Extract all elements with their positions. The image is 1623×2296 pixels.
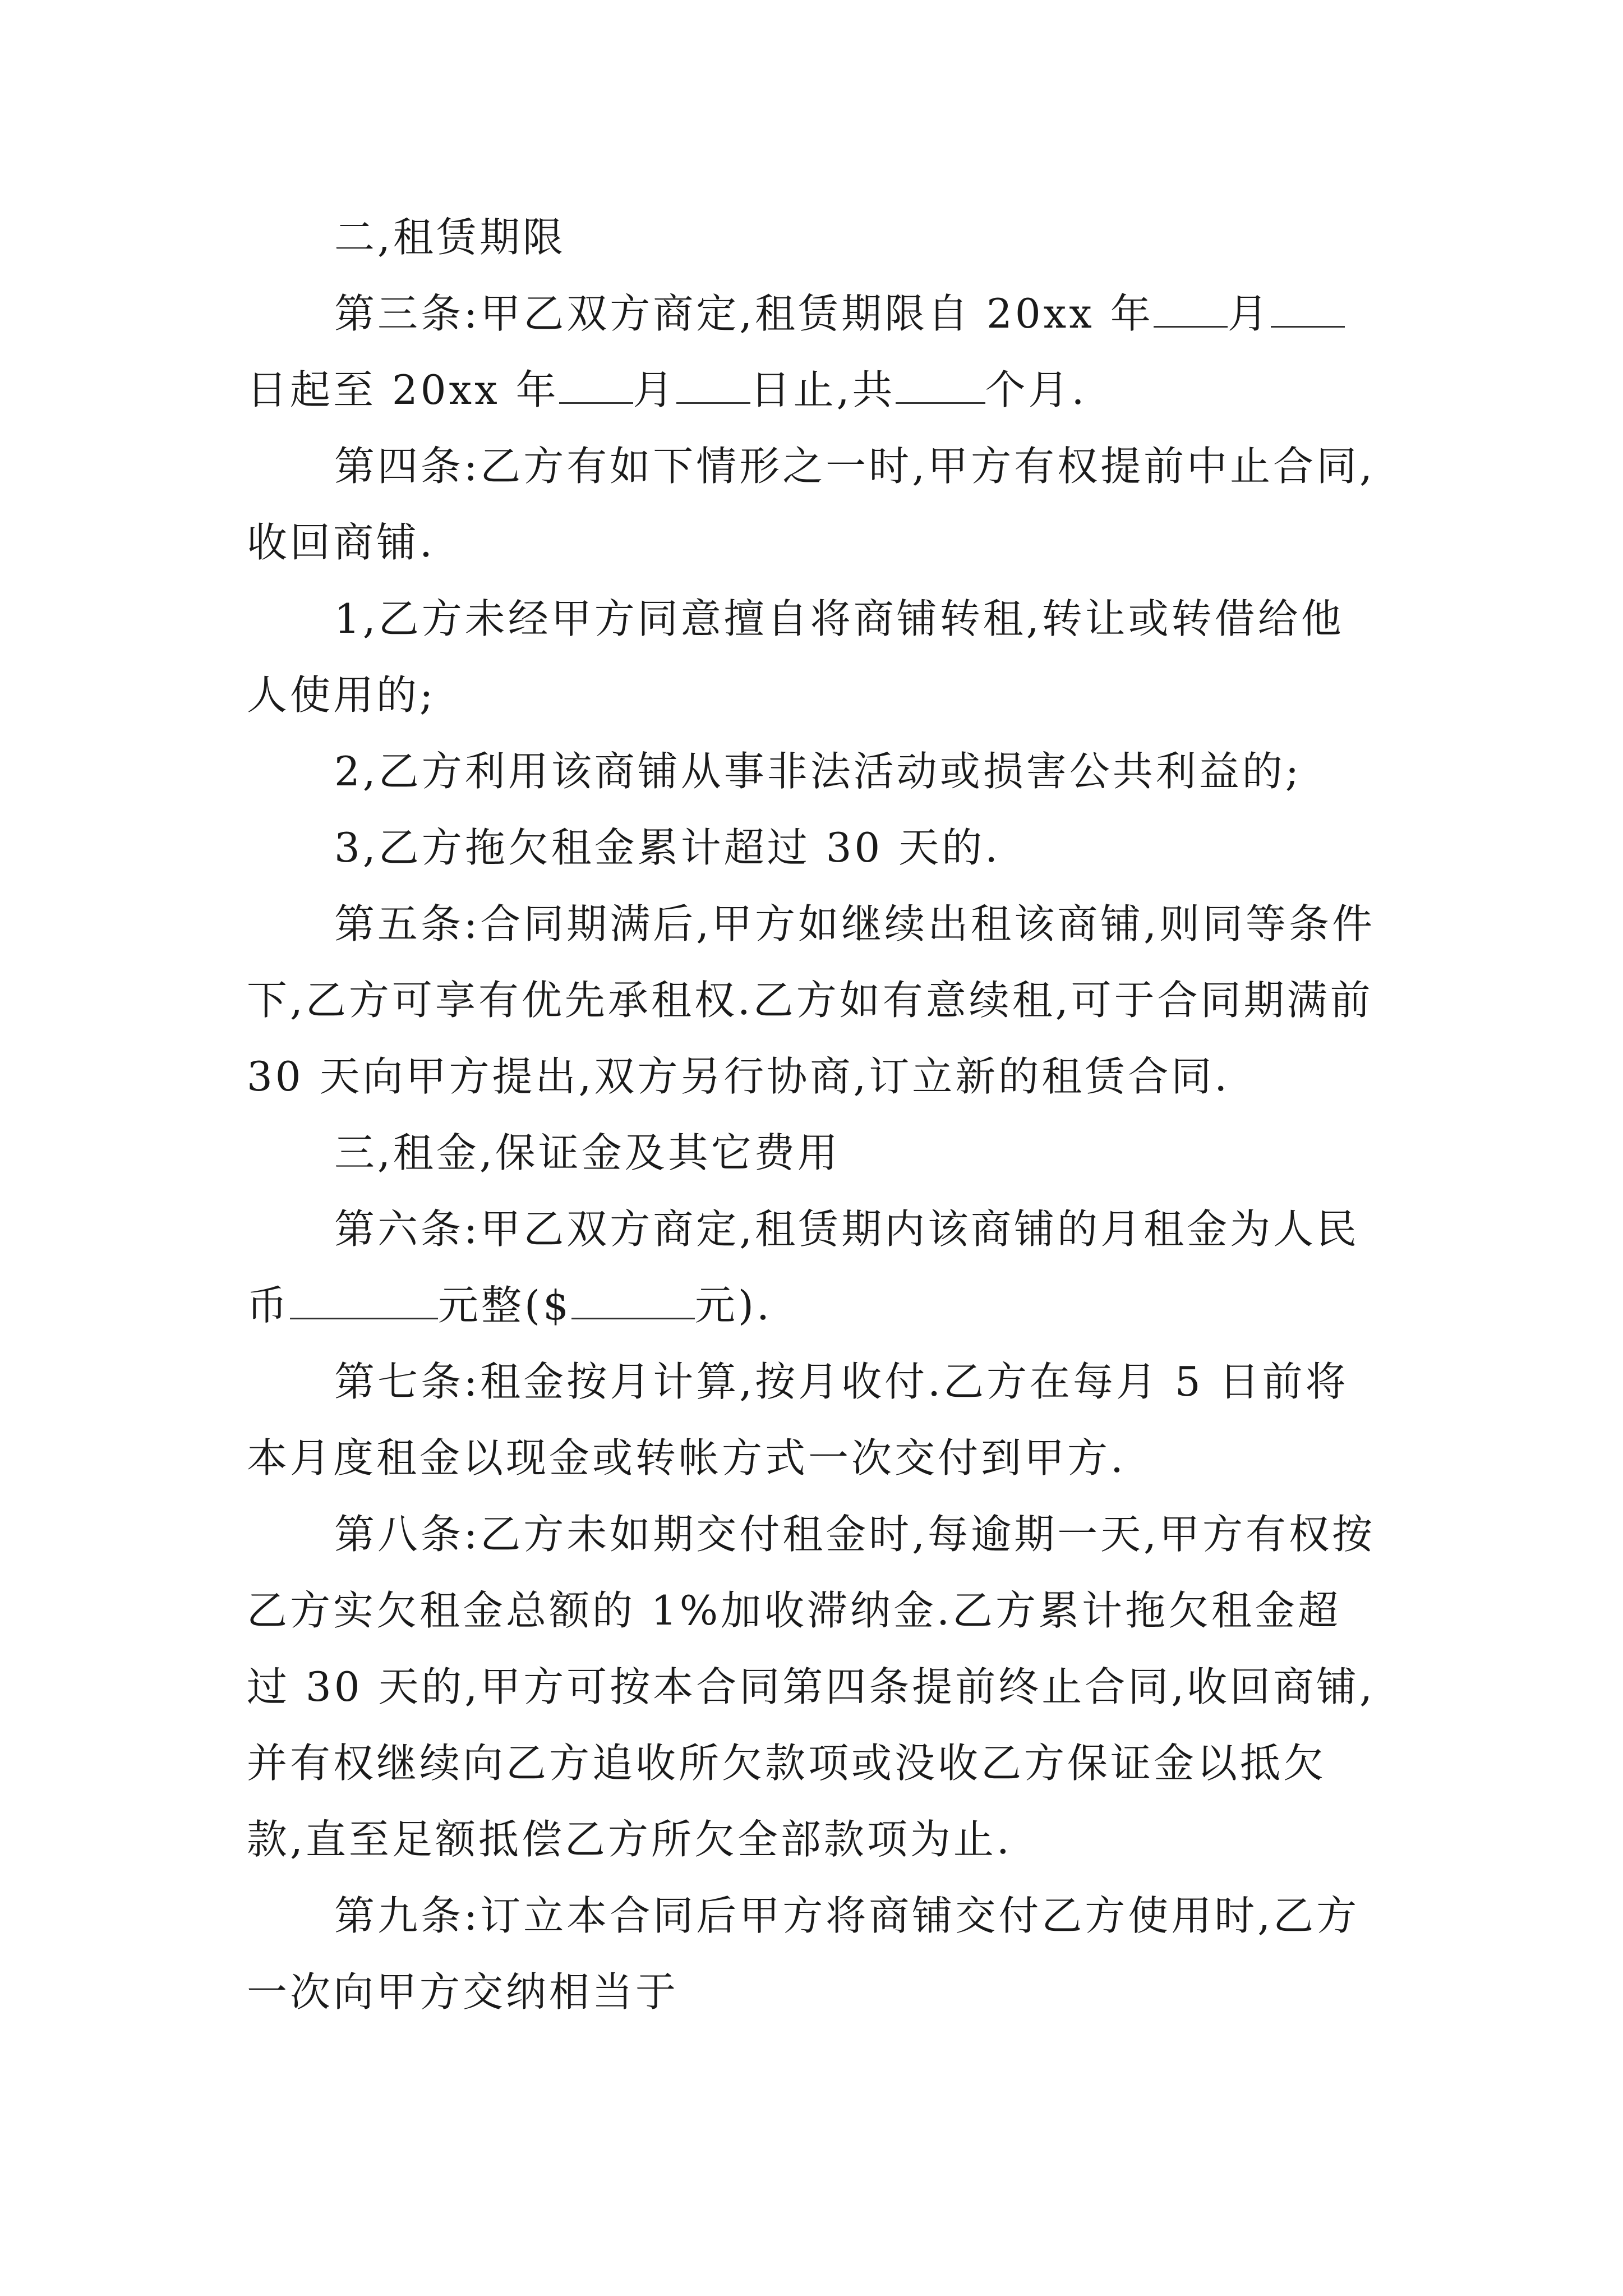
blank-total-months xyxy=(896,365,985,404)
article-3-text-5: 日止,共 xyxy=(750,366,896,413)
article-6-text-1: 第六条:甲乙双方商定,租赁期内该商铺的月租金为人民币 xyxy=(247,1205,1360,1329)
article-4-item-2: 2,乙方利用该商铺从事非法活动或损害公共利益的; xyxy=(334,748,1302,795)
article-4: 第四条:乙方有如下情形之一时,甲方有权提前中止合同,收回商铺. xyxy=(247,443,1376,566)
article-6-text-2: 元整($ xyxy=(438,1282,571,1329)
article-6 xyxy=(247,1191,1380,1343)
blank-monthly-rent-words xyxy=(290,1281,438,1319)
article-9: 第九条:订立本合同后甲方将商铺交付乙方使用时,乙方一次向甲方交纳相当于 xyxy=(247,1892,1360,2016)
document-body xyxy=(247,199,1380,2030)
blank-start-month xyxy=(1154,289,1228,328)
article-3-text-4: 月 xyxy=(633,366,676,413)
article-3 xyxy=(247,275,1380,428)
article-3-text-2: 月 xyxy=(1227,290,1271,337)
article-3-text-1: 第三条:甲乙双方商定,租赁期限自 20xx 年 xyxy=(334,290,1154,337)
blank-end-day xyxy=(676,365,750,404)
article-4-item-3: 3,乙方拖欠租金累计超过 30 天的. xyxy=(334,824,1000,871)
section-heading-rent-deposit: 三,租金,保证金及其它费用 xyxy=(334,1129,841,1176)
article-4-item-1: 1,乙方未经甲方同意擅自将商铺转租,转让或转借给他人使用的; xyxy=(247,595,1344,719)
article-5: 第五条:合同期满后,甲方如继续出租该商铺,则同等条件下,乙方可享有优先承租权.乙方如有意续租,可于合同期满前 30 天向甲方提出,双方另行协商,订立新的租赁合同. xyxy=(247,900,1376,1100)
blank-start-day xyxy=(1271,289,1345,328)
article-7: 第七条:租金按月计算,按月收付.乙方在每月 5 日前将本月度租金以现金或转帐方式一次交付到甲方. xyxy=(247,1358,1349,1481)
article-6-text-3: 元). xyxy=(694,1282,772,1329)
article-3-text-3: 日起至 20xx 年 xyxy=(247,366,559,413)
article-8: 第八条:乙方未如期交付租金时,每逾期一天,甲方有权按乙方实欠租金总额的 1%加收滞纳金.乙方累计拖欠租金超过 30 天的,甲方可按本合同第四条提前终止合同,收回商铺,并有权继续向乙方追收所欠款项或没收乙方保证金以抵欠款,直至足额抵偿乙方所欠全部款项为止. xyxy=(247,1511,1376,1863)
blank-monthly-rent-figures xyxy=(571,1281,695,1319)
article-3-text-6: 个月. xyxy=(985,366,1087,413)
section-heading-lease-term: 二,租赁期限 xyxy=(334,214,566,261)
blank-end-month xyxy=(559,365,633,404)
